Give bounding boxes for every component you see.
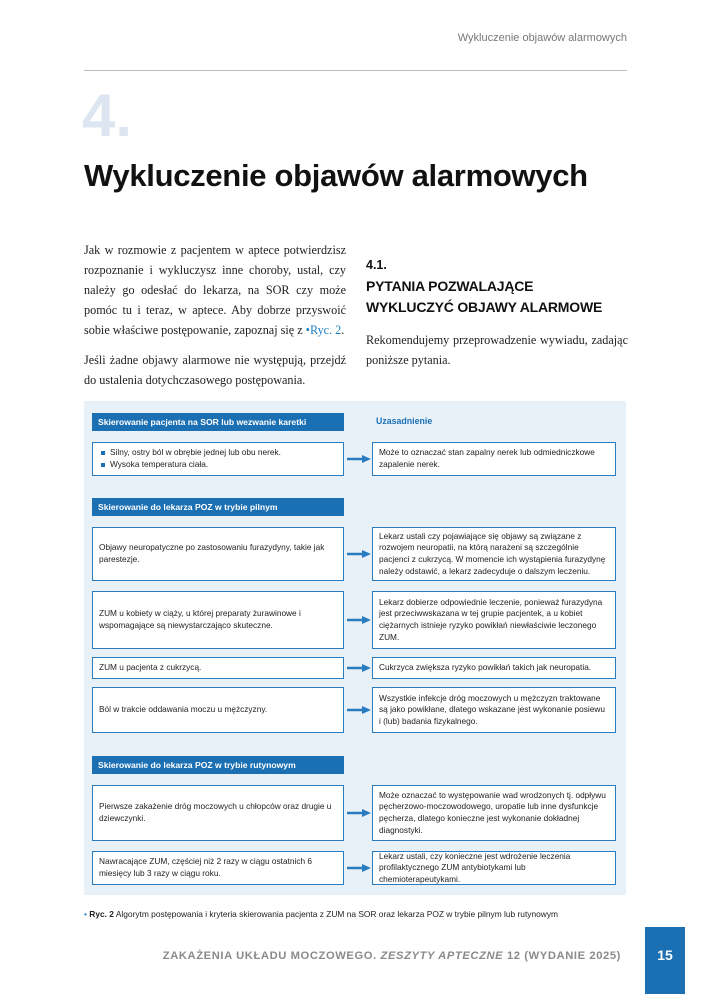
intro-text: Jak w rozmowie z pacjentem w aptece potwierdzisz rozpoznanie i wykluczysz inne choroby, ustal, czy należy go odesłać do lekarza, na SOR czy może pomóc tu i teraz, w aptece. Aby dobrze przyswoić sobie właściwe postępowanie, zapoznaj się z	[84, 243, 346, 337]
right-column	[366, 258, 628, 370]
figure-reference-link[interactable]: •Ryc. 2	[305, 323, 342, 337]
criterion-box: Objawy neuropatyczne po zastosowaniu furazydyny, takie jak parestezje.	[92, 527, 344, 581]
bullet-item: Wysoka temperatura ciała.	[99, 459, 281, 471]
criterion-box-sor	[92, 442, 344, 476]
intro-paragraph	[84, 240, 346, 340]
justification-label: Uzasadnienie	[376, 416, 433, 426]
section-title-line2: WYKLUCZYĆ OBJAWY ALARMOWE	[366, 299, 603, 315]
arrow-right-icon	[346, 705, 372, 715]
criterion-box: Nawracające ZUM, częściej niż 2 razy w ciągu ostatnich 6 miesięcy lub 3 razy w ciągu roku.	[92, 851, 344, 885]
footer-edition: 12 (WYDANIE 2025)	[503, 950, 621, 962]
criterion-box: ZUM u kobiety w ciąży, u której preparaty żurawinowe i wspomagające są niewystarczająco skuteczne.	[92, 591, 344, 649]
caption-bullet: •	[84, 909, 87, 919]
section-title-line1: PYTANIA POZWALAJĄCE	[366, 278, 534, 294]
group-header-sor: Skierowanie pacjenta na SOR lub wezwanie karetki	[92, 413, 344, 431]
justification-box: Lekarz ustali czy pojawiające się objawy są związane z rozwojem neuropatii, na którą narażeni są szczególnie pacjenci z cukrzycą. W momencie ich wystąpienia furazydynę należy odstawić, a lekarz zadecyduje o dalszym leczeniu.	[372, 527, 616, 581]
intro-end: .	[341, 323, 345, 337]
running-head: Wykluczenie objawów alarmowych	[457, 32, 627, 44]
left-column	[84, 240, 346, 400]
section-body: Rekomendujemy przeprowadzenie wywiadu, zadając poniższe pytania.	[366, 333, 628, 367]
second-paragraph: Jeśli żadne objawy alarmowe nie występują, przejdź do ustalenia dotychczasowego postępowania.	[84, 353, 346, 387]
page-number: 15	[645, 927, 685, 994]
bullet-item: Silny, ostry ból w obrębie jednej lub obu nerek.	[99, 447, 281, 459]
criterion-box: ZUM u pacjenta z cukrzycą.	[92, 657, 344, 679]
criterion-bullets	[99, 447, 281, 470]
section-title	[366, 276, 628, 318]
footer-series: ZESZYTY APTECZNE	[380, 950, 504, 962]
referral-algorithm-diagram	[84, 401, 626, 895]
criterion-box: Ból w trakcie oddawania moczu u mężczyzny.	[92, 687, 344, 733]
arrow-right-icon	[346, 454, 372, 464]
footer-publication	[163, 950, 621, 962]
arrow-right-icon	[346, 663, 372, 673]
justification-box: Lekarz dobierze odpowiednie leczenie, ponieważ furazydyna jest przeciwwskazana w tej grupie pacjentek, a u kobiet ciężarnych istnieje ryzyko powikłań niewłaściwie leczonego ZUM.	[372, 591, 616, 649]
figure-caption	[84, 909, 558, 919]
criterion-box: Pierwsze zakażenie dróg moczowych u chłopców oraz drugie u dziewczynki.	[92, 785, 344, 841]
justification-box: Lekarz ustali, czy konieczne jest wdrożenie leczenia profilaktycznego ZUM antybiotykami lub chemioterapeutykami.	[372, 851, 616, 885]
caption-text: Algorytm postępowania i kryteria skierowania pacjenta z ZUM na SOR oraz lekarza POZ w trybie pilnym lub rutynowym	[113, 909, 558, 919]
chapter-title: Wykluczenie objawów alarmowych	[84, 158, 588, 193]
header-rule	[84, 70, 627, 71]
justification-box: Wszystkie infekcje dróg moczowych u mężczyzn traktowane są jako powikłane, dlatego wskazane jest wykonanie posiewu i (lub) badania fizykalnego.	[372, 687, 616, 733]
arrow-right-icon	[346, 863, 372, 873]
caption-label: Ryc. 2	[89, 909, 114, 919]
justification-box: Może oznaczać to występowanie wad wrodzonych tj. odpływu pęcherzowo-moczowodowego, uropatie lub inne dysfunkcje pęcherza, dlatego konieczne jest wykonanie dokładnej diagnostyki.	[372, 785, 616, 841]
arrow-right-icon	[346, 549, 372, 559]
justification-box: Cukrzyca zwiększa ryzyko powikłań takich jak neuropatia.	[372, 657, 616, 679]
arrow-right-icon	[346, 615, 372, 625]
arrow-right-icon	[346, 808, 372, 818]
justification-box: Może to oznaczać stan zapalny nerek lub odmiedniczkowe zapalenie nerek.	[372, 442, 616, 476]
footer-main: ZAKAŻENIA UKŁADU MOCZOWEGO.	[162, 950, 381, 962]
group-header-routine: Skierowanie do lekarza POZ w trybie rutynowym	[92, 756, 344, 774]
group-header-urgent: Skierowanie do lekarza POZ w trybie pilnym	[92, 498, 344, 516]
chapter-number: 4.	[82, 82, 133, 149]
section-number: 4.1.	[366, 258, 387, 272]
